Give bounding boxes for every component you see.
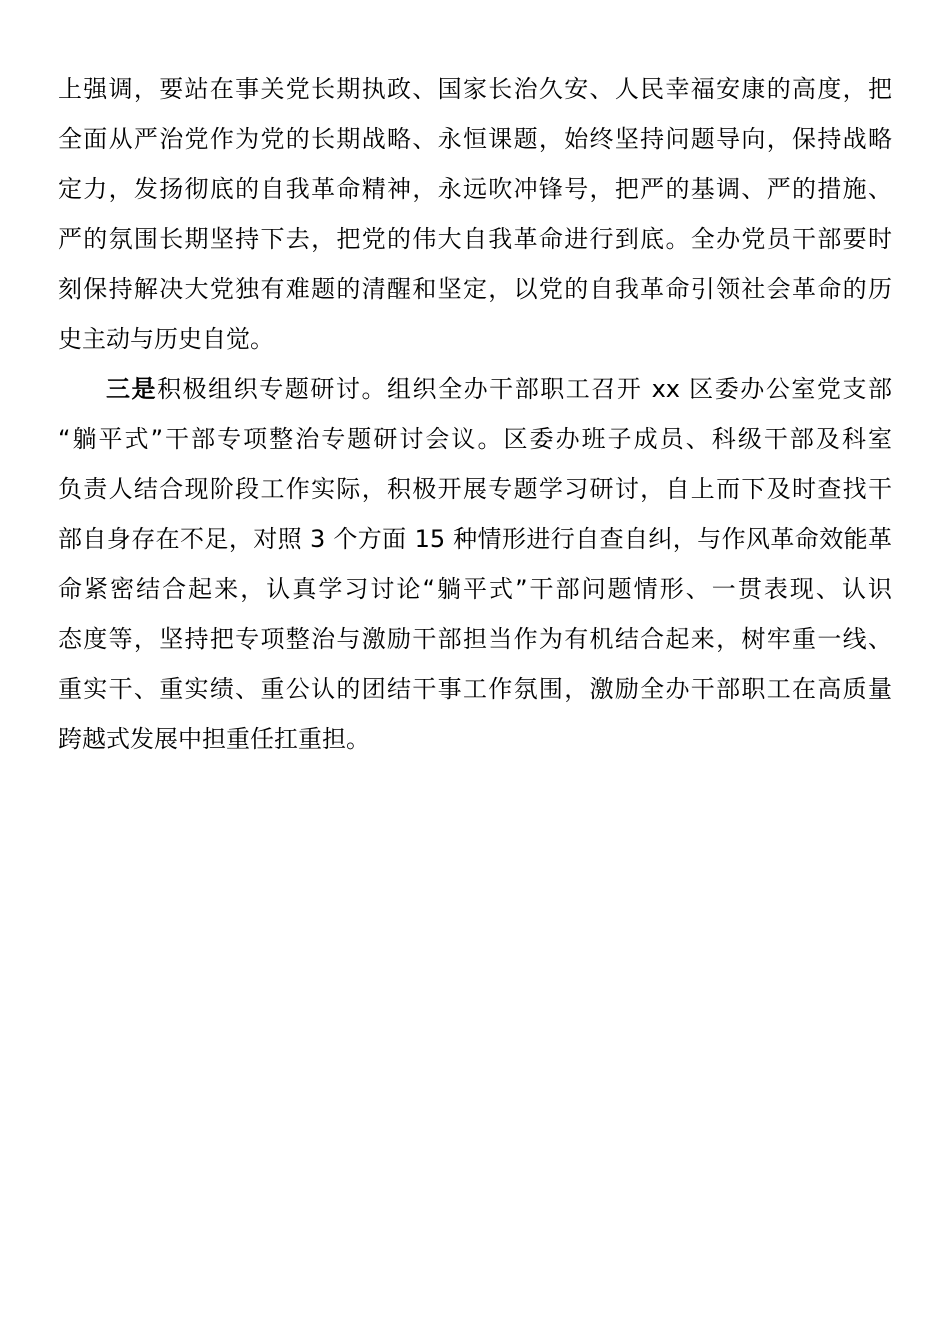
text-line: 命紧密结合起来，认真学习讨论“躺平式”干部问题情形、一贯表现、认识 (58, 575, 892, 603)
text-line: 史主动与历史自觉。 (58, 325, 274, 353)
text-run: 积极组织专题研讨。组织全办干部职工召开 xx 区委办公室党支部 (157, 375, 892, 403)
section-lead: 三是 (106, 375, 158, 403)
text-line: 上强调，要站在事关党长期执政、国家长治久安、人民幸福安康的高度，把 (58, 75, 892, 103)
document-body (58, 64, 892, 764)
text-line: 刻保持解决大党独有难题的清醒和坚定，以党的自我革命引领社会革命的历 (58, 275, 892, 303)
paragraph-1 (58, 64, 892, 364)
text-line: “躺平式”干部专项整治专题研讨会议。区委办班子成员、科级干部及科室 (58, 425, 892, 453)
text-line-first (58, 364, 892, 414)
text-line: 部自身存在不足，对照 3 个方面 15 种情形进行自查自纠，与作风革命效能革 (58, 525, 892, 553)
text-line: 态度等，坚持把专项整治与激励干部担当作为有机结合起来，树牢重一线、 (58, 625, 892, 653)
text-line: 严的氛围长期坚持下去，把党的伟大自我革命进行到底。全办党员干部要时 (58, 225, 892, 253)
text-line: 负责人结合现阶段工作实际，积极开展专题学习研讨，自上而下及时查找干 (58, 475, 892, 503)
paragraph-2 (58, 364, 892, 764)
text-line: 重实干、重实绩、重公认的团结干事工作氛围，激励全办干部职工在高质量 (58, 675, 892, 703)
text-line: 全面从严治党作为党的长期战略、永恒课题，始终坚持问题导向，保持战略 (58, 125, 892, 153)
text-line: 定力，发扬彻底的自我革命精神，永远吹冲锋号，把严的基调、严的措施、 (58, 175, 892, 203)
text-line: 跨越式发展中担重任扛重担。 (58, 725, 370, 753)
